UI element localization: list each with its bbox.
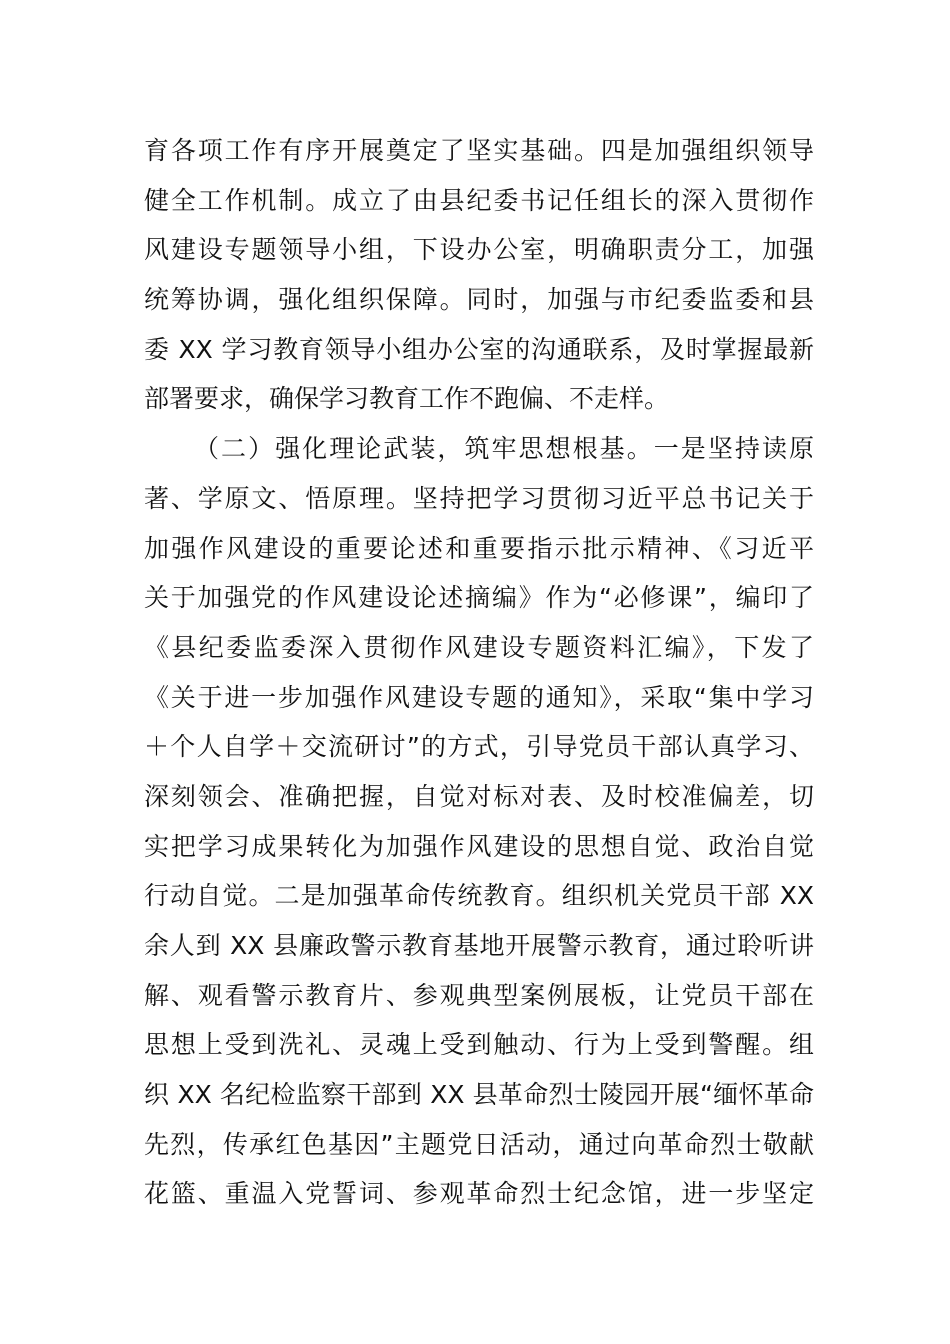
text-line: 《关于进一步加强作风建设专题的通知》，采取“集中学习 — [144, 682, 814, 712]
text-line: 先烈，传承红色基因”主题党日活动，通过向革命烈士敬献 — [144, 1129, 814, 1159]
text-line-indented: （二）强化理论武装，筑牢思想根基。一是坚持读原 — [194, 434, 814, 464]
text-line: 行动自觉。二是加强革命传统教育。组织机关党员干部 XX — [144, 881, 814, 911]
text-line: 加强作风建设的重要论述和重要指示批示精神、《习近平 — [144, 533, 814, 563]
text-line: 织 XX 名纪检监察干部到 XX 县革命烈士陵园开展“缅怀革命 — [144, 1080, 814, 1110]
body-text — [144, 126, 814, 1219]
text-line: 余人到 XX 县廉政警示教育基地开展警示教育，通过聆听讲 — [144, 931, 814, 960]
text-line: 思想上受到洗礼、灵魂上受到触动、行为上受到警醒。组 — [144, 1030, 814, 1060]
text-line: 深刻领会、准确把握，自觉对标对表、及时校准偏差，切 — [144, 781, 814, 811]
text-line: 健全工作机制。成立了由县纪委书记任组长的深入贯彻作 — [144, 185, 814, 215]
text-line: 实把学习成果转化为加强作风建设的思想自觉、政治自觉 — [144, 831, 814, 861]
text-line: 花篮、重温入党誓词、参观革命烈士纪念馆，进一步坚定 — [144, 1179, 814, 1209]
text-line: 关于加强党的作风建设论述摘编》作为“必修课”，编印了 — [144, 583, 814, 613]
text-line: 《县纪委监委深入贯彻作风建设专题资料汇编》，下发了 — [144, 632, 814, 662]
text-line: 部署要求，确保学习教育工作不跑偏、不走样。 — [144, 384, 670, 414]
text-line: ＋个人自学＋交流研讨”的方式，引导党员干部认真学习、 — [144, 732, 814, 762]
text-line: 委 XX 学习教育领导小组办公室的沟通联系，及时掌握最新 — [144, 334, 814, 364]
text-line: 解、观看警示教育片、参观典型案例展板，让党员干部在 — [144, 980, 814, 1010]
text-line: 著、学原文、悟原理。坚持把学习贯彻习近平总书记关于 — [144, 483, 814, 513]
text-line: 风建设专题领导小组，下设办公室，明确职责分工，加强 — [144, 235, 814, 265]
text-line: 统筹协调，强化组织保障。同时，加强与市纪委监委和县 — [144, 285, 814, 315]
text-line: 育各项工作有序开展奠定了坚实基础。四是加强组织领导 — [144, 136, 814, 165]
